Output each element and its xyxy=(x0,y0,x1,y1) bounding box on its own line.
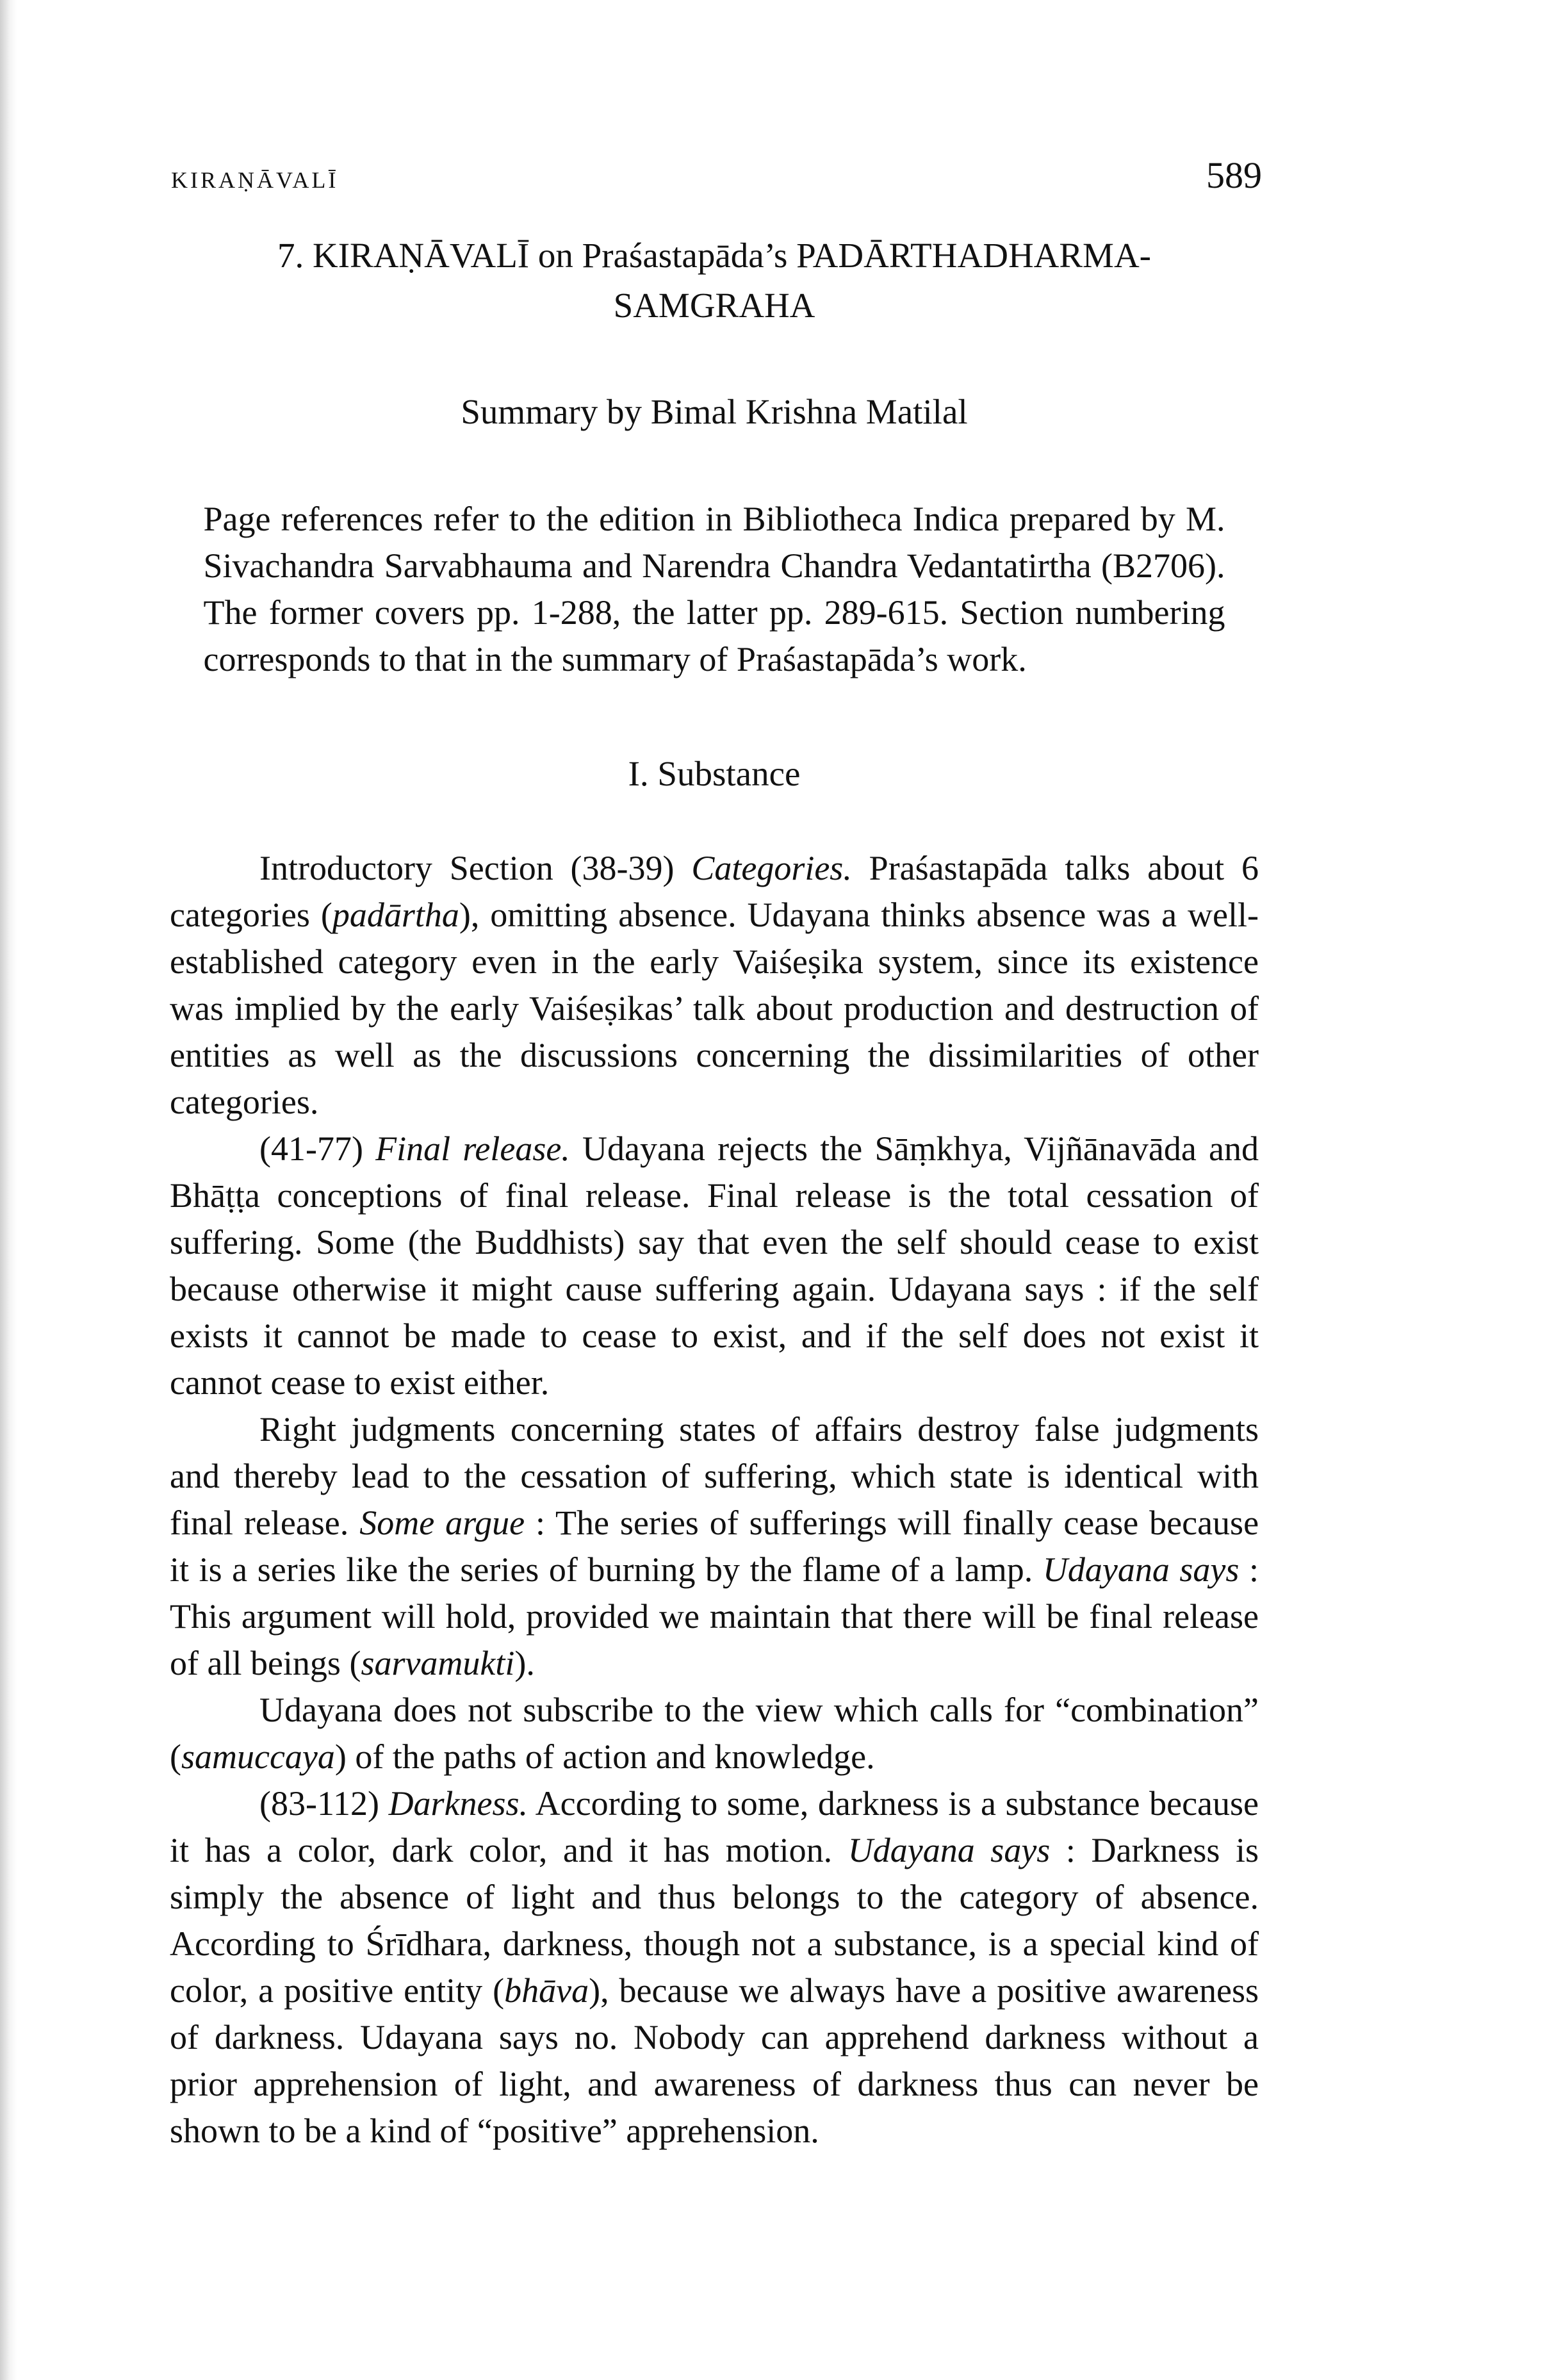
paragraph-text: ). xyxy=(514,1644,535,1682)
section-ref: Introductory Section (38-39) xyxy=(259,849,675,887)
editorial-note: Page references refer to the edition in Bibliotheca Indica prepared by M. Sivachandra Sarvabhauma and Narendra Chandra Vedantatirtha (B2706). The former covers pp. 1-288, the latter pp. 289-615. Section numbering corresponds to that in the summary of Praśastapāda’s work. xyxy=(203,500,1225,678)
chapter-title xyxy=(170,231,1259,331)
topic-title: Final release. xyxy=(375,1129,570,1168)
page-binding-edge xyxy=(0,0,17,2380)
paragraph-text: : Darkness is simply the absence of light and thus belongs to the category of absence. According to Śrīdhara, darkness, though not a substance, is a special kind of color, a positive entity ( xyxy=(170,1831,1259,2010)
sanskrit-term: padārtha xyxy=(332,896,459,934)
speaker-label: Some argue xyxy=(359,1504,525,1542)
chapter-title-line-2: SAMGRAHA xyxy=(613,286,815,325)
paragraph-text: ), because we always have a positive awareness of darkness. Udayana says no. Nobody can apprehend darkness without a prior apprehension of light, and awareness of darkness thus can never be shown to be a kind of “positive” apprehension. xyxy=(170,1971,1259,2150)
paragraph-darkness xyxy=(170,1780,1259,2154)
paragraph-text: According to some, darkness is a substance because it has a color, dark color, and it has motion. xyxy=(170,1784,1259,1869)
speaker-label: Udayana says xyxy=(1042,1550,1240,1589)
book-page xyxy=(170,147,1262,2154)
page-number: 589 xyxy=(1206,154,1262,196)
paragraph-text: Praśastapāda talks about 6 categories ( xyxy=(170,849,1259,934)
paragraph-introductory xyxy=(170,845,1259,1126)
byline: Summary by Bimal Krishna Matilal xyxy=(461,392,968,431)
paragraph-text: Right judgments concerning states of affairs destroy false judgments and thereby lead to the cessation of suffering, which state is identical with final release. xyxy=(170,1410,1259,1542)
sanskrit-term: bhāva xyxy=(504,1971,589,2010)
paragraph-text: Udayana rejects the Sāṃkhya, Vijñānavāda and Bhāṭṭa conceptions of final release. Final release is the total cessation of suffering. Some (the Buddhists) say that even the self should cease to exist because otherwise it might cause suffering again. Udayana says : if the self exists it cannot be made to cease to exist, and if the self does not exist it cannot cease to exist either. xyxy=(170,1129,1259,1402)
paragraph-text: : The series of sufferings will finally cease because it is a series like the series of burning by the flame of a lamp. xyxy=(170,1504,1259,1589)
section-ref: (41-77) xyxy=(259,1129,363,1168)
topic-title: Categories. xyxy=(691,849,852,887)
section-ref: (83-112) xyxy=(259,1784,379,1823)
section-heading: I. Substance xyxy=(628,754,801,793)
sanskrit-term: samuccaya xyxy=(181,1737,335,1776)
paragraph-text: : This argument will hold, provided we maintain that there will be final release of all beings ( xyxy=(170,1550,1259,1682)
paragraph-text: Udayana does not subscribe to the view which calls for “combination” ( xyxy=(170,1691,1259,1776)
paragraph-text: ) of the paths of action and knowledge. xyxy=(334,1737,875,1776)
paragraph-right-judgments xyxy=(170,1406,1259,1687)
chapter-title-line-1: 7. KIRAṆĀVALĪ on Praśastapāda’s PADĀRTHADHARMA- xyxy=(277,236,1152,275)
paragraph-final-release xyxy=(170,1126,1259,1406)
paragraph-text: ), omitting absence. Udayana thinks absence was a well-established category even in the early Vaiśeṣika system, since its existence was implied by the early Vaiśeṣikas’ talk about production and destruction of entities as well as the discussions concerning the dissimilarities of other categories. xyxy=(170,896,1259,1121)
running-head-title: KIRAṆĀVALĪ xyxy=(171,167,339,193)
sanskrit-term: sarvamukti xyxy=(361,1644,515,1682)
speaker-label: Udayana says xyxy=(847,1831,1051,1869)
topic-title: Darkness. xyxy=(388,1784,528,1823)
paragraph-combination xyxy=(170,1687,1259,1780)
running-head xyxy=(170,147,1262,218)
